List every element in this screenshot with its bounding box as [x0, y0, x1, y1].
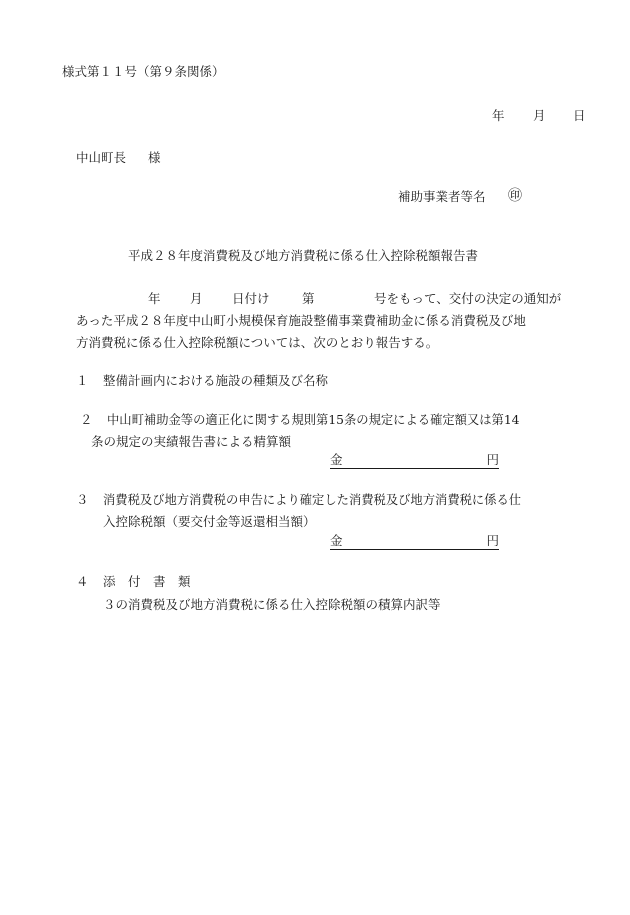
date-day-label: 日 [573, 108, 586, 123]
intro-line3: 方消費税に係る仕入控除税額については、次のとおり報告する。 [76, 335, 439, 350]
item-3-line1: 消費税及び地方消費税の申告により確定した消費税及び地方消費税に係る仕 [103, 493, 522, 507]
form-number: 様式第１１号（第９条関係） [62, 64, 225, 79]
item-3-amount-field [330, 533, 499, 550]
item-4-number: ４ [76, 574, 89, 589]
intro-day-label: 日付け [232, 291, 270, 306]
item-2-amount-prefix: 金 [330, 452, 343, 467]
seal-icon: ㊞ [508, 188, 522, 204]
document-title: 平成２８年度消費税及び地方消費税に係る仕入控除税額報告書 [128, 248, 479, 263]
intro-year-label: 年 [148, 291, 161, 306]
applicant-label: 補助事業者等名 [398, 189, 486, 204]
item-3-line2: 入控除税額（要交付金等返還相当額） [103, 514, 316, 529]
item-2-line1: 中山町補助金等の適正化に関する規則第15条の規定による確定額又は第14 [107, 413, 520, 427]
date-month-label: 月 [533, 108, 546, 123]
item-1-text: 整備計画内における施設の種類及び名称 [103, 373, 329, 388]
item-2-amount-field [330, 452, 499, 469]
item-4-line2: ３の消費税及び地方消費税に係る仕入控除税額の積算内訳等 [103, 597, 441, 612]
item-4-heading: 添 付 書 類 [103, 574, 191, 589]
intro-number-prefix: 第 [302, 291, 315, 306]
item-3-amount-suffix: 円 [486, 533, 499, 548]
intro-line1-tail: 号をもって、交付の決定の通知が [374, 291, 562, 306]
item-1-number: １ [76, 373, 89, 388]
addressee-name: 中山町長 [76, 150, 127, 165]
item-2-number: ２ [80, 412, 93, 427]
date-year-label: 年 [492, 108, 505, 123]
item-2-amount-suffix: 円 [486, 452, 499, 467]
intro-month-label: 月 [190, 291, 203, 306]
item-2-line2: 条の規定の実績報告書による精算額 [91, 434, 292, 449]
item-3-number: ３ [76, 492, 89, 507]
intro-line2: あった平成２８年度中山町小規模保育施設整備事業費補助金に係る消費税及び地 [76, 313, 526, 328]
addressee-honorific: 様 [148, 150, 161, 165]
item-3-amount-prefix: 金 [330, 533, 343, 548]
